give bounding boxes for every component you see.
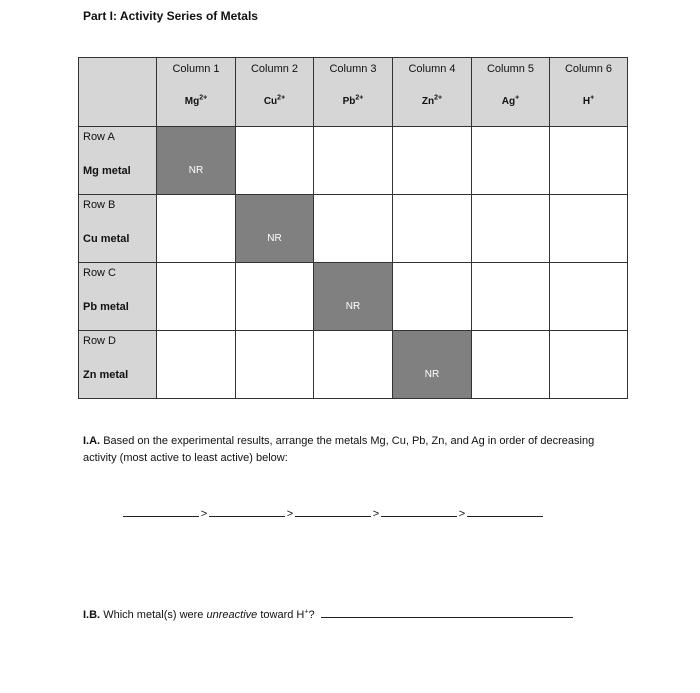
greater-than: > [372, 508, 380, 520]
question-a-text: Based on the experimental results, arrange the metals Mg, Cu, Pb, Zn, and Ag in order of decreasing activity (most active to least active) below: [83, 435, 595, 464]
answer-line[interactable] [321, 608, 573, 618]
result-cell[interactable] [314, 331, 393, 399]
header-row [79, 58, 628, 127]
result-cell[interactable] [550, 263, 628, 331]
corner-cell [79, 58, 157, 127]
question-b-emphasis: unreactive [206, 609, 258, 621]
answer-blank-4[interactable] [381, 508, 457, 517]
nr-cell: NR [393, 331, 472, 399]
greater-than: > [458, 508, 466, 520]
row-header: Row D Zn metal [79, 331, 157, 399]
row-header: Row C Pb metal [79, 263, 157, 331]
page-title: Part I: Activity Series of Metals [83, 9, 258, 23]
answer-blank-5[interactable] [467, 508, 543, 517]
result-cell[interactable] [393, 195, 472, 263]
column-header: Column 5 Ag+ [472, 58, 550, 127]
ion-charge: + [515, 94, 520, 102]
question-b-text: Which metal(s) were [103, 609, 204, 621]
nr-cell: NR [157, 127, 236, 195]
greater-than: > [200, 508, 208, 520]
ion-symbol: Cu [263, 96, 278, 107]
result-cell[interactable] [393, 127, 472, 195]
result-cell[interactable] [236, 331, 314, 399]
table-row [79, 331, 628, 399]
result-cell[interactable] [472, 195, 550, 263]
table-row [79, 263, 628, 331]
result-cell[interactable] [314, 127, 393, 195]
result-cell[interactable] [472, 127, 550, 195]
result-cell[interactable] [157, 195, 236, 263]
row-header: Row A Mg metal [79, 127, 157, 195]
answer-blank-3[interactable] [295, 508, 371, 517]
question-b-text-after: toward H [260, 609, 305, 621]
row-header: Row B Cu metal [79, 195, 157, 263]
result-cell[interactable] [236, 263, 314, 331]
ion-symbol: H [582, 96, 591, 107]
answer-blank-2[interactable] [209, 508, 285, 517]
question-b-charge: + [304, 608, 309, 616]
nr-cell: NR [314, 263, 393, 331]
result-cell[interactable] [157, 331, 236, 399]
question-a-label: I.A. [83, 435, 101, 447]
activity-table [78, 57, 628, 399]
ion-charge: 2+ [199, 94, 208, 102]
result-cell[interactable] [550, 127, 628, 195]
question-a [83, 433, 628, 467]
result-cell[interactable] [472, 263, 550, 331]
result-cell[interactable] [393, 263, 472, 331]
greater-than: > [286, 508, 294, 520]
column-header: Column 2 $Cu^{2+}$ [236, 58, 314, 127]
result-cell[interactable] [314, 195, 393, 263]
column-header: Column 4 $Zn^{2+}$ [393, 58, 472, 127]
result-cell[interactable] [550, 331, 628, 399]
result-cell[interactable] [472, 331, 550, 399]
result-cell[interactable] [236, 127, 314, 195]
column-header: Column 1 $Mg^{2+}$ [157, 58, 236, 127]
column-header: Column 3 $Pb^{2+}$ [314, 58, 393, 127]
answer-blank-1[interactable] [123, 508, 199, 517]
ion-charge: 2+ [434, 94, 443, 102]
question-b [83, 607, 573, 624]
nr-cell: NR [236, 195, 314, 263]
question-b-label: I.B. [83, 609, 101, 621]
ion-charge: 2+ [277, 94, 286, 102]
ion-symbol: Ag [501, 96, 516, 107]
column-header: Column 6 H+ [550, 58, 628, 127]
ion-charge: + [590, 94, 595, 102]
table-row [79, 127, 628, 195]
ion-symbol: Pb [342, 96, 356, 107]
ion-symbol: Mg [184, 96, 200, 107]
ion-charge: 2+ [355, 94, 364, 102]
activity-order-answer [123, 508, 543, 520]
result-cell[interactable] [157, 263, 236, 331]
result-cell[interactable] [550, 195, 628, 263]
ion-symbol: Zn [421, 96, 435, 107]
question-b-end: ? [308, 609, 315, 621]
table-row [79, 195, 628, 263]
